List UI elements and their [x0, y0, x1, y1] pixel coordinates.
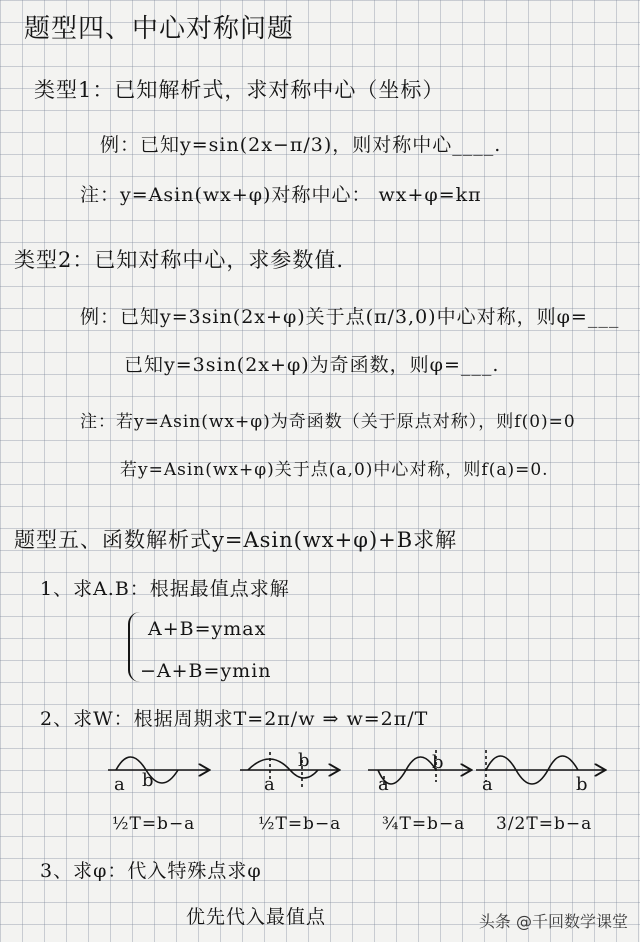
type1-heading: 类型1：已知解析式，求对称中心（坐标）	[34, 78, 445, 102]
section5-title: 题型五、函数解析式y=Asin(wx+φ)+B求解	[14, 528, 458, 552]
step3-note: 优先代入最值点	[186, 906, 327, 928]
type2-heading: 类型2：已知对称中心，求参数值.	[14, 248, 345, 272]
graph-4-caption: 3/2T=b−a	[496, 814, 593, 834]
equation-1: A+B=ymax	[148, 618, 267, 640]
type2-note2: 若y=Asin(wx+φ)关于点(a,0)中心对称，则f(a)=0.	[120, 460, 549, 480]
step3: 3、求φ：代入特殊点求φ	[40, 860, 262, 882]
type2-example1: 例：已知y=3sin(2x+φ)关于点(π/3,0)中心对称，则φ=___	[80, 306, 620, 328]
equation-2: −A+B=ymin	[140, 660, 272, 682]
graph-4-label-b: b	[576, 774, 588, 795]
type1-example: 例：已知y=sin(2x−π/3)，则对称中心____.	[100, 134, 502, 156]
graph-1-label-a: a	[114, 774, 125, 795]
graph-4-label-a: a	[482, 774, 493, 795]
step2: 2、求W：根据周期求T=2π/w ⇒ w=2π/T	[40, 708, 429, 730]
watermark: 头条 @千回数学课堂	[478, 912, 628, 931]
step1: 1、求A.B：根据最值点求解	[40, 578, 290, 600]
type2-example2: 已知y=3sin(2x+φ)为奇函数，则φ=___.	[124, 354, 500, 376]
graph-2-caption: ½T=b−a	[258, 814, 342, 834]
section4-title: 题型四、中心对称问题	[24, 14, 295, 44]
graph-1-caption: ½T=b−a	[112, 814, 196, 834]
graph-3-label-b: b	[432, 752, 444, 773]
graph-1-label-b: b	[142, 770, 154, 791]
graph-3-label-a: a	[378, 774, 389, 795]
type2-note1: 注：若y=Asin(wx+φ)为奇函数（关于原点对称），则f(0)=0	[80, 412, 576, 432]
graph-2-label-b: b	[298, 750, 310, 771]
graph-2-label-a: a	[264, 774, 275, 795]
graph-3-caption: ¾T=b−a	[382, 814, 466, 834]
graph-2	[240, 752, 338, 788]
type1-note: 注：y=Asin(wx+φ)对称中心： wx+φ=kπ	[80, 184, 482, 206]
